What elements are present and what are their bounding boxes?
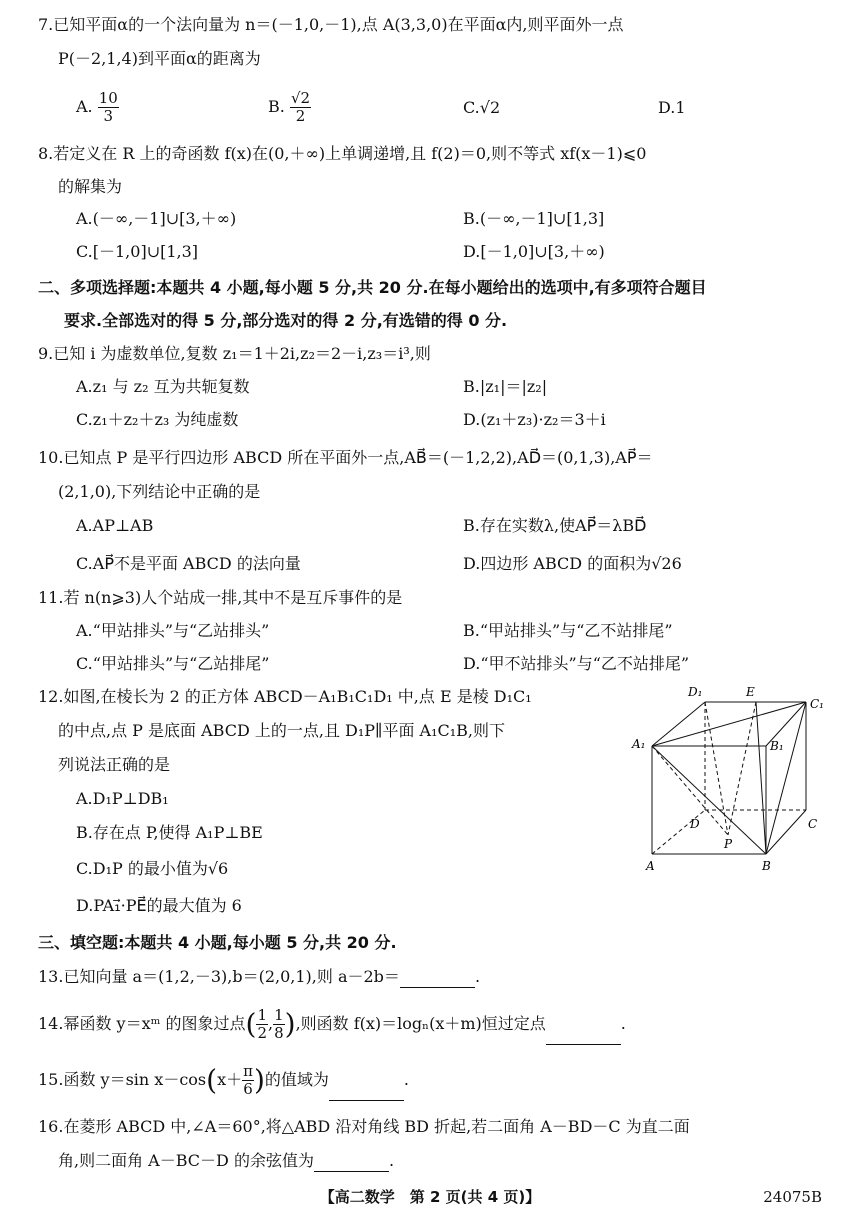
q7-option-d: D.1 (658, 98, 686, 117)
q9-stem: 9.已知 i 为虚数单位,复数 z₁＝1＋2i,z₂＝2－i,z₃＝i³,则 (38, 344, 431, 363)
page-footer: 【高二数学 第 2 页(共 4 页)】 (319, 1188, 541, 1206)
label-D1: D₁ (688, 685, 703, 699)
q10-stem-line2: (2,1,0),下列结论中正确的是 (58, 482, 261, 501)
q11-option-c: C.“甲站排头”与“乙站排尾” (76, 654, 270, 673)
q12-option-b: B.存在点 P,使得 A₁P⊥BE (76, 823, 263, 842)
label-D: D (690, 817, 700, 831)
q14-answer-blank[interactable] (546, 1028, 621, 1045)
q10-option-a: A.AP⊥AB (76, 516, 154, 535)
q15: 15.函数 y＝sin x－cos(x＋ $\frac{\pi}{6}$ )的值域为 . (38, 1060, 409, 1101)
q9-option-b: B.|z₁|＝|z₂| (463, 377, 548, 396)
cube-figure (630, 680, 830, 875)
q8-option-a: A.(－∞,－1]∪[3,＋∞) (76, 209, 237, 228)
q8-stem-line1: 8.若定义在 R 上的奇函数 f(x)在(0,＋∞)上单调递增,且 f(2)＝0,则不等式 xf(x－1)⩽0 (38, 144, 647, 163)
q9-option-d: D.(z₁＋z₃)·z₂＝3＋i (463, 410, 606, 429)
q13-answer-blank[interactable] (400, 971, 475, 988)
q11-stem: 11.若 n(n⩾3)人个站成一排,其中不是互斥事件的是 (38, 588, 403, 607)
q16-answer-blank[interactable] (314, 1155, 389, 1172)
section2-heading-line1: 二、多项选择题:本题共 4 小题,每小题 5 分,共 20 分.在每小题给出的选项中,有多项符合题目 (38, 278, 707, 297)
q10-stem-line1: 10.已知点 P 是平行四边形 ABCD 所在平面外一点,AB⃗＝(－1,2,2),AD⃗＝(0,1,3),AP⃗＝ (38, 448, 653, 467)
label-C: C (808, 817, 818, 831)
q12-option-d: D.PA₁⃗·PE⃗的最大值为 6 (76, 896, 242, 915)
q14: 14.幂函数 y＝xᵐ 的图象过点( $\frac{1}{2}$ , $\frac{1}{8}$ ),则函数 f(x)＝logₙ(x＋m)恒过定点 . (38, 1004, 626, 1045)
q13: 13.已知向量 a＝(1,2,－3),b＝(2,0,1),则 a－2b＝ . (38, 967, 481, 986)
exam-code: 24075B (763, 1188, 822, 1206)
q12-stem-line3: 列说法正确的是 (58, 755, 171, 774)
q8-option-c: C.[－1,0]∪[1,3] (76, 242, 199, 261)
label-E: E (746, 685, 755, 699)
section2-heading-line2: 要求.全部选对的得 5 分,部分选对的得 2 分,有选错的得 0 分. (64, 311, 508, 330)
q16-stem-line1: 16.在菱形 ABCD 中,∠A＝60°,将△ABD 沿对角线 BD 折起,若二面角 A－BD－C 为直二面 (38, 1117, 690, 1136)
label-A: A (646, 859, 655, 873)
q8-stem-line2: 的解集为 (58, 177, 123, 196)
q11-option-b: B.“甲站排头”与“乙不站排尾” (463, 621, 673, 640)
q15-answer-blank[interactable] (329, 1084, 404, 1101)
q7-option-a: A. $\frac{10}{3}$ (76, 89, 118, 125)
label-B: B (762, 859, 771, 873)
q7-option-b: B. $\frac{√2}{2}$ (268, 89, 311, 125)
q8-option-d: D.[－1,0]∪[3,＋∞) (463, 242, 605, 261)
label-C1: C₁ (810, 697, 824, 711)
q12-option-c: C.D₁P 的最小值为√6 (76, 859, 229, 878)
label-B1: B₁ (770, 739, 784, 753)
label-P: P (724, 837, 733, 851)
q10-option-b: B.存在实数λ,使AP⃗＝λBD⃗ (463, 516, 647, 535)
q9-option-c: C.z₁＋z₂＋z₃ 为纯虚数 (76, 410, 239, 429)
q7-option-c: C.√2 (463, 98, 501, 117)
q10-option-c: C.AP⃗不是平面 ABCD 的法向量 (76, 554, 301, 573)
q11-option-d: D.“甲不站排头”与“乙不站排尾” (463, 654, 690, 673)
q7-stem-line1: 7.已知平面α的一个法向量为 n＝(－1,0,－1),点 A(3,3,0)在平面α内,则平面外一点 (38, 15, 624, 34)
q10-option-d: D.四边形 ABCD 的面积为√26 (463, 554, 682, 573)
q9-option-a: A.z₁ 与 z₂ 互为共轭复数 (76, 377, 250, 396)
q12-stem-line1: 12.如图,在棱长为 2 的正方体 ABCD－A₁B₁C₁D₁ 中,点 E 是棱 D₁C₁ (38, 687, 532, 706)
section3-heading: 三、填空题:本题共 4 小题,每小题 5 分,共 20 分. (38, 933, 397, 952)
label-A1: A₁ (632, 737, 646, 751)
q16-stem-line2: 角,则二面角 A－BC－D 的余弦值为 . (58, 1151, 395, 1170)
q11-option-a: A.“甲站排头”与“乙站排头” (76, 621, 270, 640)
q8-option-b: B.(－∞,－1]∪[1,3] (463, 209, 605, 228)
q12-stem-line2: 的中点,点 P 是底面 ABCD 上的一点,且 D₁P∥平面 A₁C₁B,则下 (58, 721, 506, 740)
q7-stem-line2: P(－2,1,4)到平面α的距离为 (58, 49, 261, 68)
q12-option-a: A.D₁P⊥DB₁ (76, 789, 169, 808)
